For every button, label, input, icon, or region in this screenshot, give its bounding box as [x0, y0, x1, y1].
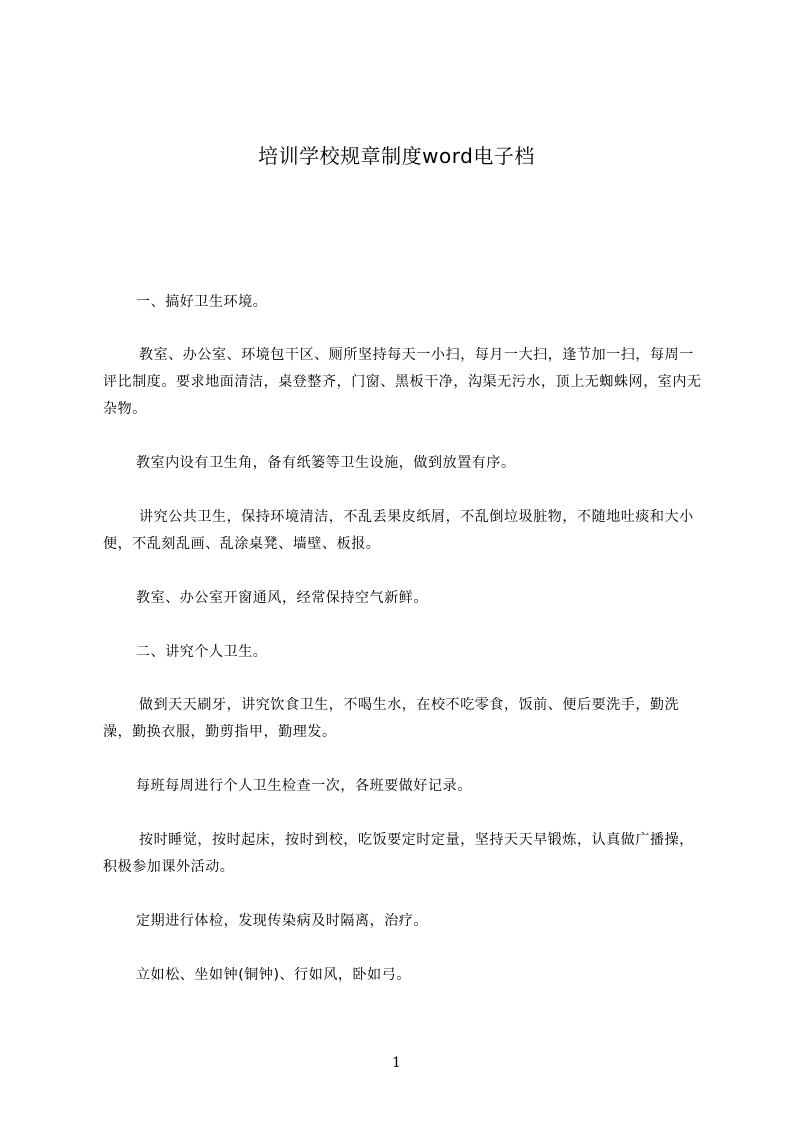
paragraph-health-check: 定期进行体检，发现传染病及时隔离，治疗。 — [136, 913, 428, 929]
paragraph-weekly-check: 每班每周进行个人卫生检查一次，各班要做好记录。 — [136, 778, 472, 794]
section-heading-1: 一、搞好卫生环境。 — [136, 294, 268, 310]
section-heading-2: 二、讲究个人卫生。 — [136, 644, 268, 660]
paragraph-schedule: 按时睡觉，按时起床，按时到校，吃饭要定时定量，坚持天天早锻炼，认真做广播操，积极参加课外活动。 — [103, 832, 694, 875]
paragraph-ventilation: 教室、办公室开窗通风，经常保持空气新鲜。 — [136, 590, 428, 606]
page-number: 1 — [392, 1055, 401, 1071]
paragraph-personal-habits: 做到天天刷牙，讲究饮食卫生，不喝生水，在校不吃零食，饭前、便后要洗手，勤洗澡，勤换衣服，勤剪指甲，勤理发。 — [103, 697, 680, 740]
paragraph-hygiene-corner: 教室内设有卫生角，备有纸篓等卫生设施，做到放置有序。 — [136, 455, 516, 471]
document-title: 培训学校规章制度word电子档 — [258, 144, 535, 168]
paragraph-public-hygiene: 讲究公共卫生，保持环境清洁，不乱丢果皮纸屑，不乱倒垃圾脏物，不随地吐痰和大小便，不乱刻乱画、乱涂桌凳、墙壁、板报。 — [103, 509, 694, 552]
paragraph-posture: 立如松、坐如钟(铜钟)、行如风，卧如弓。 — [136, 967, 411, 983]
paragraph-cleaning-schedule: 教室、办公室、环境包干区、厕所坚持每天一小扫，每月一大扫，逢节加一扫，每周一评比制度。要求地面清洁，桌登整齐，门窗、黑板干净，沟渠无污水，顶上无蜘蛛网，室内无杂物。 — [103, 347, 702, 417]
